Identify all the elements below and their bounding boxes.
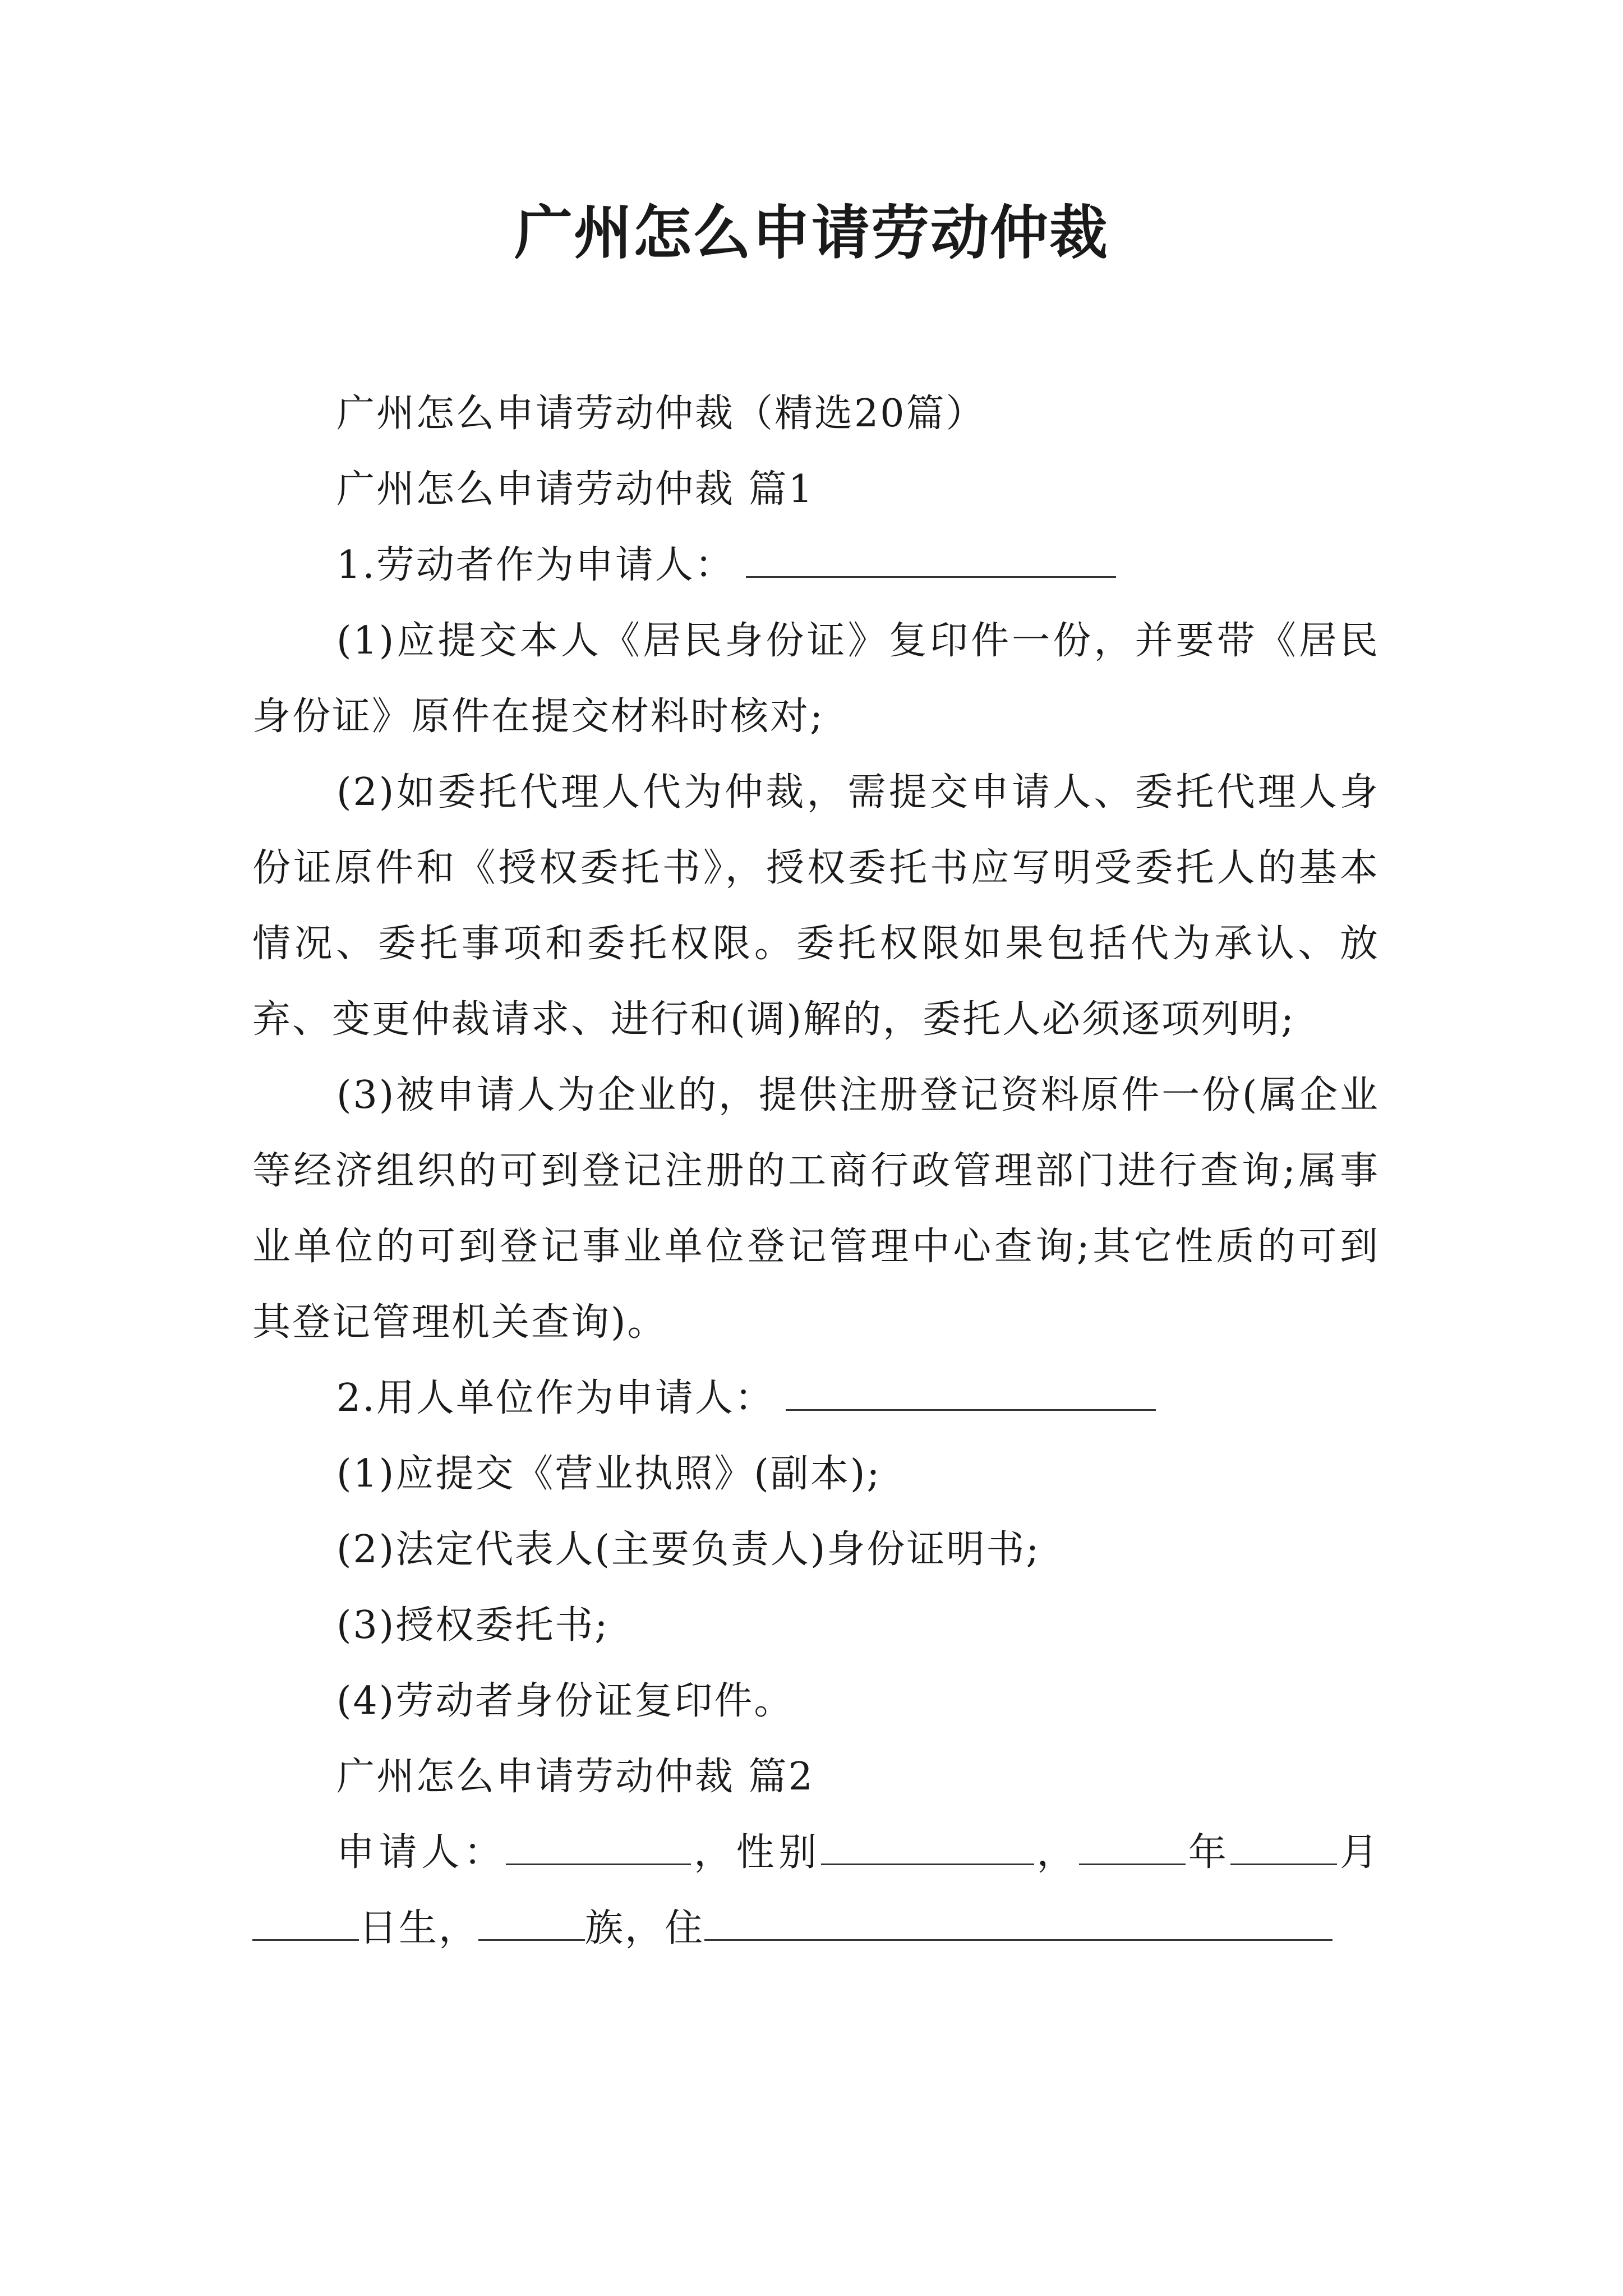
section2-item1: (1)应提交《营业执照》(副本); xyxy=(336,1452,882,1496)
part1-heading: 广州怎么申请劳动仲裁 篇1 xyxy=(336,467,814,512)
day-blank xyxy=(252,1899,359,1941)
applicant-label: 申请人： xyxy=(336,1830,506,1875)
section2-item3: (3)授权委托书; xyxy=(336,1603,610,1648)
blank-line xyxy=(746,536,1116,578)
section1-item2: (2)如委托代理人代为仲裁，需提交申请人、委托代理人身份证原件和《授权委托书》，授权委托书应写明受委托人的基本情况、委托事项和委托权限。委托权限如果包括代为承认、放弃、变更仲裁请求、进行和(调)解的，委托人必须逐项列明; xyxy=(252,770,1380,1042)
name-blank xyxy=(506,1823,691,1865)
address-blank xyxy=(704,1899,1332,1941)
section1-item3: (3)被申请人为企业的，提供注册登记资料原件一份(属企业等经济组织的可到登记注册的工商行政管理部门进行查询;属事业单位的可到登记事业单位登记管理中心查询;其它性质的可到其登记管理机关查询)。 xyxy=(252,1073,1380,1345)
part2-heading: 广州怎么申请劳动仲裁 篇2 xyxy=(336,1755,814,1799)
section1-item1: (1)应提交本人《居民身份证》复印件一份，并要带《居民身份证》原件在提交材料时核对; xyxy=(252,619,1380,739)
section2-item4: (4)劳动者身份证复印件。 xyxy=(336,1679,794,1723)
month-blank xyxy=(1230,1823,1337,1865)
sex-label: ，性别 xyxy=(691,1830,821,1875)
section2-heading xyxy=(252,1360,1380,1436)
section2-item2: (2)法定代表人(主要负责人)身份证明书; xyxy=(336,1527,1041,1572)
document-title: 广州怎么申请劳动仲裁 xyxy=(514,199,1109,267)
document-body xyxy=(252,376,1380,1966)
section2-heading-text: 2.用人单位作为申请人： xyxy=(336,1376,774,1420)
intro-line: 广州怎么申请劳动仲裁（精选20篇） xyxy=(336,392,986,436)
nation-label: 族，住 xyxy=(585,1906,705,1950)
day-label: 日生， xyxy=(359,1906,479,1950)
year-label: 年 xyxy=(1186,1830,1231,1875)
applicant-form-line: 申请人： ，性别 ， 年 月日生， 族，住 xyxy=(252,1815,1380,1966)
nation-blank xyxy=(478,1899,585,1941)
year-blank xyxy=(1079,1823,1186,1865)
blank-line xyxy=(786,1369,1156,1411)
section1-heading xyxy=(252,527,1380,603)
sex-blank xyxy=(821,1823,1034,1865)
section1-heading-text: 1.劳动者作为申请人： xyxy=(336,543,735,587)
month-label: 月 xyxy=(1337,1830,1380,1875)
